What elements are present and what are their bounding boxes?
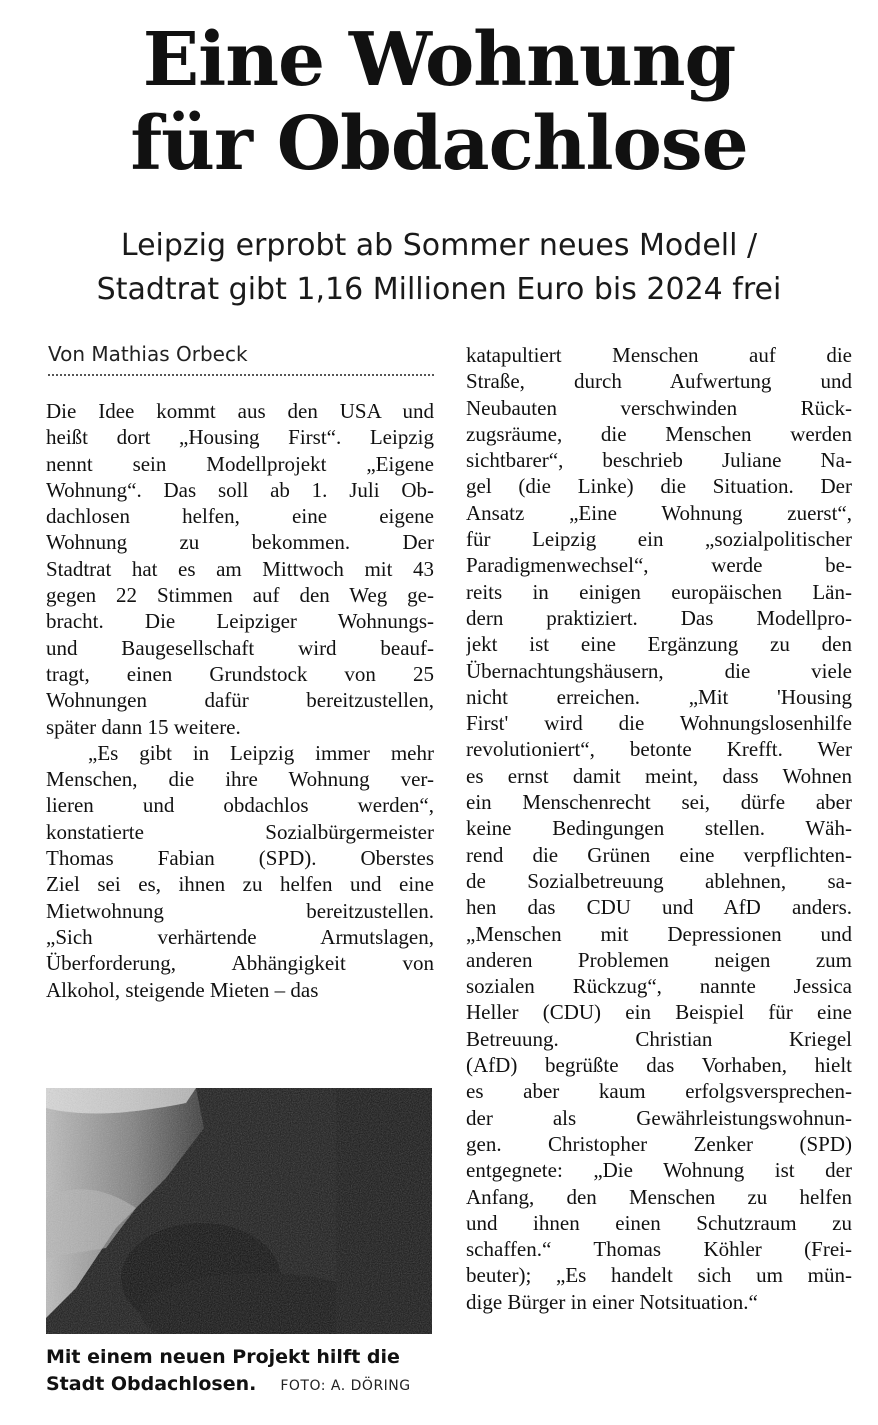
text-line: gel (die Linke) die Situation. Der	[466, 474, 852, 499]
text-line: für Leipzig ein „sozialpolitischer	[466, 527, 852, 552]
text-line: sozialen Rückzug“, nannte Jessica	[466, 974, 852, 999]
text-line: Betreuung. Christian Kriegel	[466, 1026, 852, 1051]
text-line: und ihnen einen Schutzraum zu	[466, 1210, 852, 1235]
text-line: „Sich verhärtende Armutslagen,	[46, 924, 434, 949]
article-column-right	[466, 342, 852, 1315]
text-line: keine Bedingungen stellen. Wäh-	[466, 816, 852, 841]
text-line: es ernst damit meint, dass Wohnen	[466, 763, 852, 788]
text-line: gegen 22 Stimmen auf den Weg ge-	[46, 583, 434, 608]
text-line: konstatierte Sozialbürgermeister	[46, 819, 434, 844]
text-line: Thomas Fabian (SPD). Oberstes	[46, 846, 434, 871]
text-line: dern praktiziert. Das Modellpro-	[466, 605, 852, 630]
subheadline-line-1: Leipzig erprobt ab Sommer neues Modell /	[120, 228, 758, 263]
headline-line-2: für Obdachlose	[130, 101, 748, 187]
text-line: Straße, durch Aufwertung und	[466, 369, 852, 394]
text-line: es aber kaum erfolgsversprechen-	[466, 1079, 852, 1104]
text-line: sichtbarer“, beschrieb Juliane Na-	[466, 448, 852, 473]
text-line: ein Menschenrecht sei, dürfe aber	[466, 790, 852, 815]
text-line: dachlosen helfen, eine eigene	[46, 504, 434, 529]
text-line: Neubauten verschwinden Rück-	[466, 395, 852, 420]
text-line: der als Gewährleistungswohnun-	[466, 1105, 852, 1130]
headline	[0, 18, 878, 186]
text-line: Heller (CDU) ein Beispiel für eine	[466, 1000, 852, 1025]
text-line: gen. Christopher Zenker (SPD)	[466, 1131, 852, 1156]
caption-line-2: Stadt Obdachlosen.	[46, 1373, 257, 1395]
text-line: Ziel sei es, ihnen zu helfen und eine	[46, 872, 434, 897]
text-line: Ansatz „Eine Wohnung zuerst“,	[466, 500, 852, 525]
text-line: nennt sein Modellprojekt „Eigene	[46, 451, 434, 476]
text-line: reits in einigen europäischen Län-	[466, 579, 852, 604]
headline-line-1: Eine Wohnung	[142, 17, 736, 103]
caption-line-1: Mit einem neuen Projekt hilft die	[46, 1346, 400, 1368]
text-line: „Menschen mit Depressionen und	[466, 921, 852, 946]
photo-caption	[46, 1344, 442, 1400]
text-line: heißt dort „Housing First“. Leipzig	[46, 425, 434, 450]
text-line: hen das CDU und AfD anders.	[466, 895, 852, 920]
text-line: Menschen, die ihre Wohnung ver-	[46, 767, 434, 792]
text-line: Wohnung“. Das soll ab 1. Juli Ob-	[46, 477, 434, 502]
text-line: „Es gibt in Leipzig immer mehr	[88, 740, 434, 765]
text-line: und Baugesellschaft wird beauf-	[46, 635, 434, 660]
text-line: jekt ist eine Ergänzung zu den	[466, 632, 852, 657]
text-line: Anfang, den Menschen zu helfen	[466, 1184, 852, 1209]
text-line: zugsräume, die Menschen werden	[466, 421, 852, 446]
text-line: später dann 15 weitere.	[46, 714, 241, 739]
byline-divider	[48, 374, 434, 376]
text-line: katapultiert Menschen auf die	[466, 343, 852, 367]
text-line: anderen Problemen neigen zum	[466, 947, 852, 972]
text-line: Mietwohnung bereitzustellen.	[46, 898, 434, 923]
text-line: Stadtrat hat es am Mittwoch mit 43	[46, 556, 434, 581]
text-line: First' wird die Wohnungslosenhilfe	[466, 711, 852, 736]
text-line: tragt, einen Grundstock von 25	[46, 661, 434, 686]
text-line: Überforderung, Abhängigkeit von	[46, 951, 434, 976]
subheadline	[0, 224, 878, 312]
text-line: dige Bürger in einer Notsituation.“	[466, 1289, 758, 1314]
text-line: revolutioniert“, betonte Krefft. Wer	[466, 737, 852, 762]
text-line: schaffen.“ Thomas Köhler (Frei-	[466, 1237, 852, 1262]
text-line: (AfD) begrüßte das Vorhaben, hielt	[466, 1053, 852, 1078]
text-line: Wohnungen dafür bereitzustellen,	[46, 688, 434, 713]
article-photo	[46, 1088, 432, 1334]
text-line: nicht erreichen. „Mit 'Housing	[466, 684, 852, 709]
photo-image	[46, 1088, 432, 1334]
text-line: lieren und obdachlos werden“,	[46, 793, 434, 818]
text-line: Alkohol, steigende Mieten – das	[46, 977, 319, 1002]
text-line: entgegnete: „Die Wohnung ist der	[466, 1158, 852, 1183]
text-line: Wohnung zu bekommen. Der	[46, 530, 434, 555]
text-line: de Sozialbetreuung ablehnen, sa-	[466, 868, 852, 893]
text-line: Paradigmenwechsel“, werde be-	[466, 553, 852, 578]
text-line: Übernachtungshäusern, die viele	[466, 658, 852, 683]
byline: Von Mathias Orbeck	[48, 342, 248, 366]
text-line: beuter); „Es handelt sich um mün-	[466, 1263, 852, 1288]
photo-credit: FOTO: A. DÖRING	[280, 1378, 411, 1394]
text-line: Die Idee kommt aus den USA und	[46, 399, 434, 423]
text-line: bracht. Die Leipziger Wohnungs-	[46, 609, 434, 634]
subheadline-line-2: Stadtrat gibt 1,16 Millionen Euro bis 2024 frei	[96, 272, 782, 307]
article-column-left	[46, 398, 434, 1003]
text-line: rend die Grünen eine verpflichten-	[466, 842, 852, 867]
